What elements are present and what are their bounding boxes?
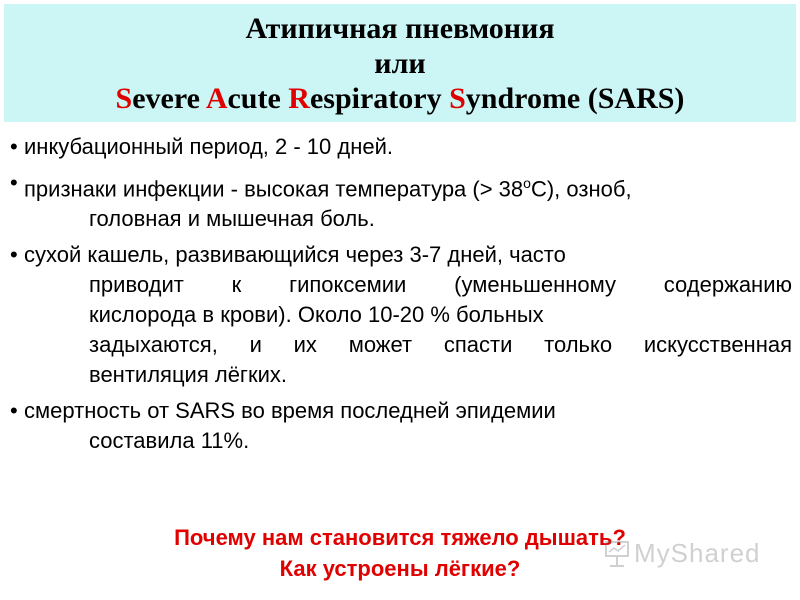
bullet-item-symptoms — [10, 168, 792, 234]
title-line-2: или — [374, 47, 426, 80]
bullet-icon: • — [10, 134, 18, 159]
bullet-text-continued: вентиляция лёгких. — [89, 362, 287, 388]
question-breathing: Почему нам становится тяжело дышать? — [174, 525, 626, 550]
bullet-item-mortality — [10, 396, 792, 456]
bullet-icon: • — [10, 398, 18, 424]
bullet-text-continued: кислорода в крови). Около 10-20 % больных — [89, 302, 544, 328]
watermark — [604, 536, 794, 570]
bullet-text-part: С), озноб, — [530, 176, 632, 202]
title-word-syndrome: yndrome (SARS) — [465, 82, 685, 115]
bullet-text — [24, 168, 792, 204]
title-word-respiratory: espiratory — [309, 82, 450, 115]
watermark-text: MyShared — [634, 538, 761, 568]
bullet-text: сухой кашель, развивающийся через 3-7 дней, часто — [24, 242, 566, 268]
bullet-text-continued: приводит к гипоксемии (уменьшенному содержанию — [89, 272, 792, 298]
bullet-icon: • — [10, 242, 18, 268]
bullet-item-cough — [10, 240, 792, 390]
title-initial-s: S — [115, 82, 133, 115]
question-lungs: Как устроены лёгкие? — [279, 556, 521, 581]
bullet-list — [10, 132, 792, 462]
bullet-text-continued: головная и мышечная боль. — [89, 206, 375, 232]
title-initial-a: A — [205, 82, 228, 115]
presentation-board-icon — [604, 540, 630, 568]
bullet-text-part: признаки инфекции - высокая температура (> 38 — [24, 176, 524, 202]
bullet-text: смертность от SARS во время последней эпидемии — [24, 398, 556, 424]
title-box — [4, 4, 796, 122]
bullet-icon: • — [10, 170, 18, 195]
title-word-severe: evere — [132, 82, 206, 115]
title-line-3 — [4, 83, 796, 115]
title-initial-r: R — [288, 82, 310, 115]
bullet-text: инкубационный период, 2 - 10 дней. — [24, 134, 394, 159]
title-initial-s2: S — [449, 82, 466, 115]
degree-sign: o — [523, 175, 531, 191]
title-word-acute: cute — [227, 82, 289, 115]
bullet-text-continued: составила 11%. — [89, 428, 250, 454]
bullet-item-incubation — [10, 132, 792, 162]
title-line-1: Атипичная пневмония — [245, 12, 555, 45]
bullet-text-continued: задыхаются, и их может спасти только искусственная — [89, 332, 792, 358]
